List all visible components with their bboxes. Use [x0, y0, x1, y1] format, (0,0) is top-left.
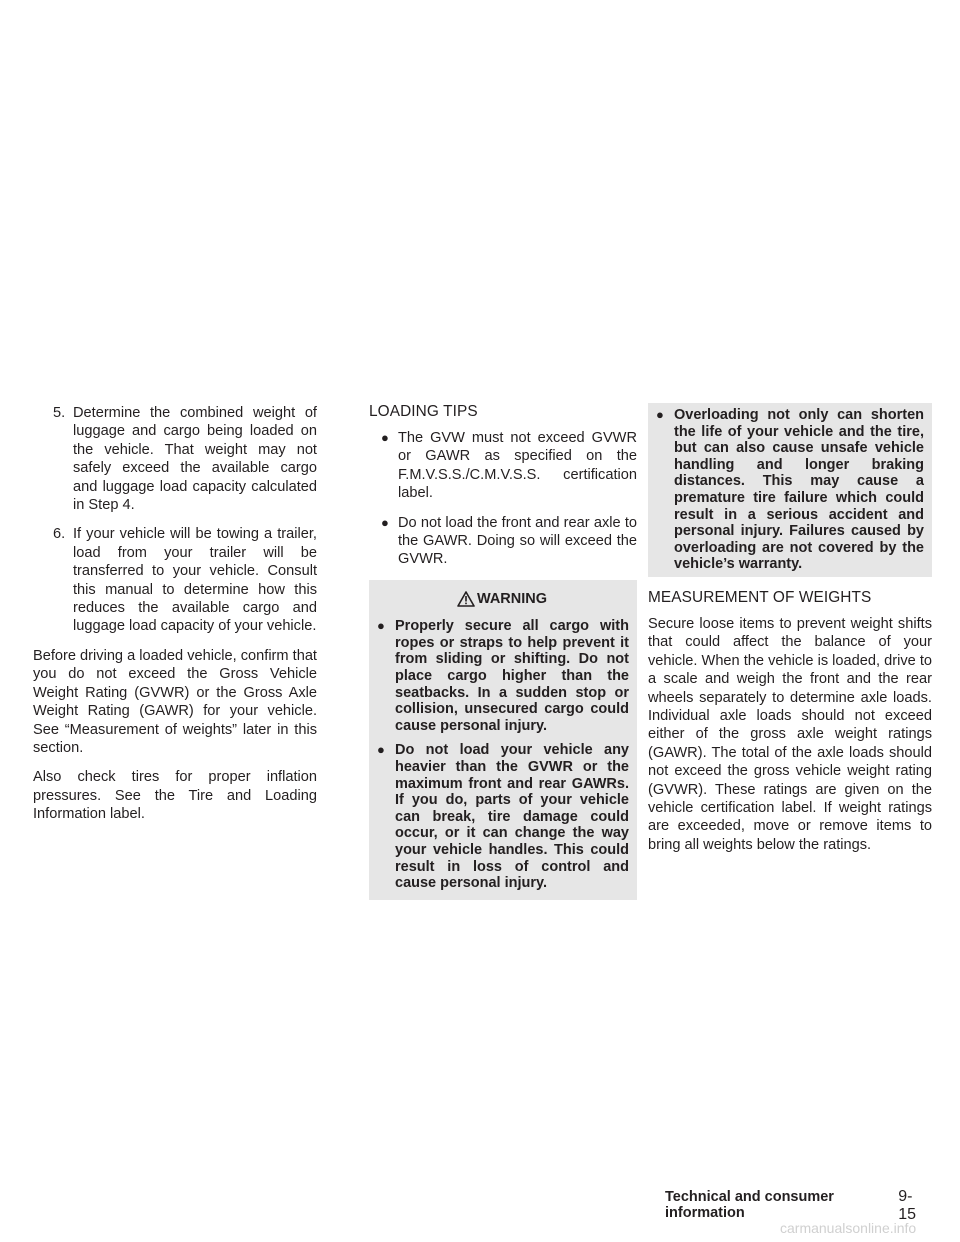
- warning-item: [375, 618, 629, 734]
- step-6: [33, 525, 317, 635]
- warning-item: [654, 407, 924, 573]
- section-heading-loading-tips: LOADING TIPS: [369, 403, 478, 420]
- list-item: [369, 429, 637, 503]
- bullet-text: The GVW must not exceed GVWR or GAWR as specified on the F.M.V.S.S./C.M.V.S.S. certification label.: [398, 430, 637, 502]
- warning-item: [375, 742, 629, 891]
- step-5: [33, 404, 317, 514]
- step-number: 5.: [53, 405, 66, 421]
- warning-title: [375, 590, 629, 608]
- step-number: 6.: [53, 526, 66, 543]
- middle-column: [369, 403, 637, 900]
- list-item: [369, 514, 637, 569]
- warning-item-text: Overloading not only can shorten the life of your vehicle and the tire, but can also cause unsafe vehicle handling and longer braking distances. This may cause a premature tire failure which could result in a serious accident and personal injury. Failures caused by overloading are not covered by the vehicle’s warranty.: [674, 407, 924, 573]
- left-column: [33, 404, 317, 835]
- bullet-icon: ●: [377, 618, 385, 634]
- section-heading-measurement: MEASUREMENT OF WEIGHTS: [648, 588, 872, 606]
- page-number: 9-15: [898, 1188, 916, 1223]
- paragraph-check-tires: Also check tires for proper inflation pressures. See the Tire and Loading Information label.: [33, 769, 317, 823]
- bullet-icon: ●: [377, 742, 385, 758]
- page-footer: [665, 1188, 927, 1224]
- warning-title-text: WARNING: [476, 590, 548, 607]
- warning-triangle-icon: [457, 591, 475, 607]
- watermark: carmanualsonline.info: [780, 1220, 917, 1236]
- warning-item-text: Do not load your vehicle any heavier than the GVWR or the maximum front and rear GAWRs. If you do, parts of your vehicle can break, tire damage could occur, or it can change the way your vehicle handles. This could result in loss of control and cause personal injury.: [395, 742, 629, 892]
- bullet-text: Do not load the front and rear axle to the GAWR. Doing so will exceed the GVWR.: [398, 514, 637, 568]
- warning-item-text: Properly secure all cargo with ropes or straps to help prevent it from sliding or shifting. Do not place cargo higher than the seatbacks. In a sudden stop or collision, unsecured cargo could cause personal injury.: [395, 618, 629, 734]
- bullet-icon: ●: [381, 430, 389, 445]
- right-column: [648, 403, 932, 865]
- paragraph-confirm-ratings: Before driving a loaded vehicle, confirm that you do not exceed the Gross Vehicle Weight Rating (GVWR) or the Gross Axle Weight Rating (GAWR) for your vehicle. See “Measurement of weights” later in this section.: [33, 647, 317, 756]
- warning-box-continued: [648, 403, 932, 577]
- bullet-icon: ●: [381, 514, 389, 530]
- bullet-icon: ●: [656, 407, 664, 422]
- paragraph-measurement: Secure loose items to prevent weight shifts that could affect the balance of your vehicle. When the vehicle is loaded, drive to a scale and weigh the front and the rear wheels separately to determine axle loads. Individual axle loads should not exceed either of the gross axle weight ratings (GAWR). The total of the axle loads should not exceed the gross vehicle weight rating (GVWR). These ratings are given on the vehicle certification label. If weight ratings are exceeded, move or remove items to bring all weights below the ratings.: [648, 615, 932, 853]
- warning-box: [369, 580, 637, 900]
- footer-section-title: Technical and consumer information: [665, 1189, 834, 1221]
- step-text: Determine the combined weight of luggage and cargo being loaded on the vehicle. That weight may not safely exceed the available cargo and luggage load capacity calculated in Step 4.: [73, 405, 317, 514]
- step-text: If your vehicle will be towing a trailer, load from your trailer will be transferred to your vehicle. Consult this manual to determine how this reduces the available cargo and luggage load capacity of your vehicle.: [73, 526, 317, 635]
